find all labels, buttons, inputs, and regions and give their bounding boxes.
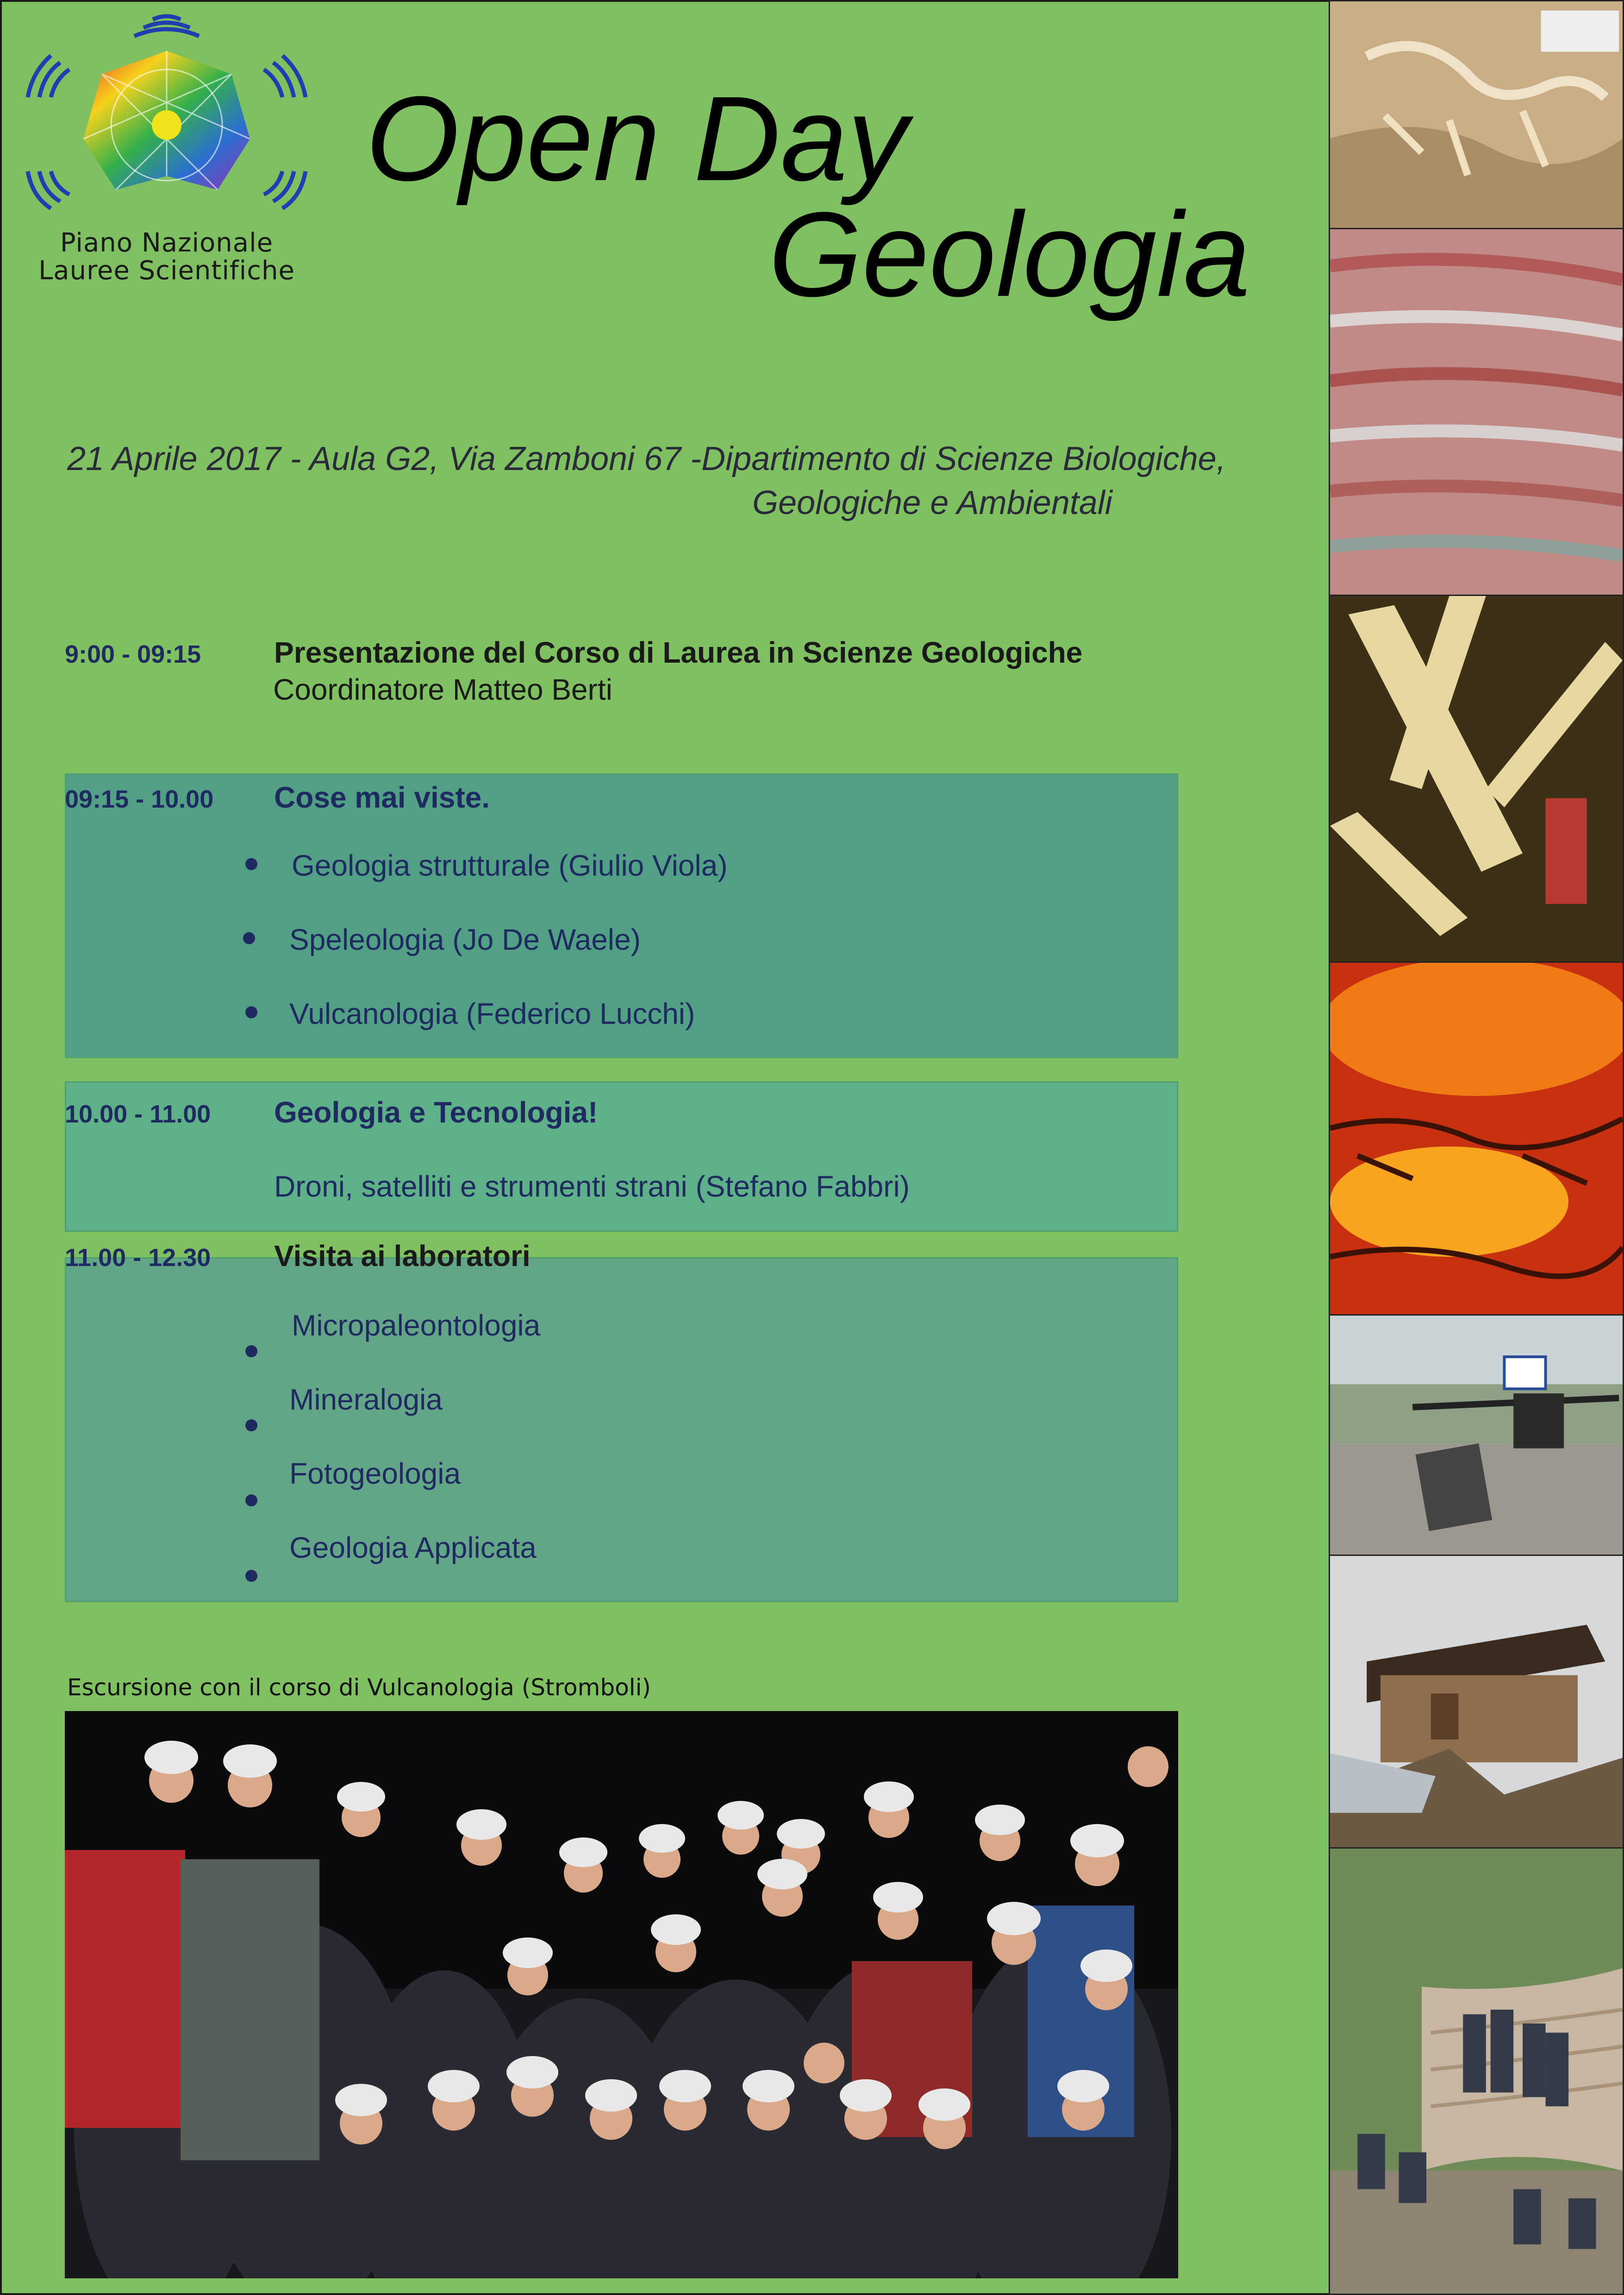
landslide-house-photo xyxy=(1329,1555,1624,1849)
logo-caption xyxy=(19,229,315,285)
event-details-line-1: 21 Aprile 2017 - Aula G2, Via Zamboni 67 -Dipartimento di Scienze Biologiche, xyxy=(67,440,1226,477)
rock-strata-photo xyxy=(1329,228,1624,596)
schedule-title-1: Presentazione del Corso di Laurea in Scienze Geologiche xyxy=(274,636,1083,669)
bullet-icon xyxy=(245,1570,257,1582)
list-item: Mineralogia xyxy=(289,1383,443,1416)
logo-line-2: Lauree Scientifiche xyxy=(38,256,295,286)
schedule-time-1: 9:00 - 09:15 xyxy=(65,640,201,668)
schedule-time-2: 09:15 - 10.00 xyxy=(65,785,214,813)
lava-photo xyxy=(1329,961,1624,1316)
list-item: Vulcanologia (Federico Lucchi) xyxy=(289,997,695,1030)
fieldwork-photo xyxy=(1329,1847,1624,2295)
drone-photo xyxy=(1329,1314,1624,1556)
schedule-title-2: Cose mai viste. xyxy=(274,781,490,814)
fossil-photo xyxy=(1329,0,1624,229)
bullet-icon xyxy=(245,1494,257,1506)
list-item: Fotogeologia xyxy=(289,1457,461,1490)
photo-caption: Escursione con il corso di Vulcanologia (Stromboli) xyxy=(67,1674,651,1701)
title-line-2: Geologia xyxy=(768,188,1250,322)
schedule-title-3: Geologia e Tecnologia! xyxy=(274,1096,598,1129)
logo-line-1: Piano Nazionale xyxy=(60,228,274,258)
schedule-time-4: 11.00 - 12.30 xyxy=(65,1244,211,1272)
bullet-icon xyxy=(243,932,255,944)
crystal-cave-photo xyxy=(1329,595,1624,963)
group-photo xyxy=(65,1711,1178,2278)
event-details-line-2: Geologiche e Ambientali xyxy=(752,484,1112,521)
bullet-icon xyxy=(245,1006,257,1018)
schedule-subtitle-3: Droni, satelliti e strumenti strani (Stefano Fabbri) xyxy=(274,1170,910,1203)
bullet-icon xyxy=(245,1419,257,1431)
schedule-block-3 xyxy=(65,1081,1178,1232)
schedule-subtitle-1: Coordinatore Matteo Berti xyxy=(273,673,612,706)
list-item: Geologia Applicata xyxy=(289,1531,537,1564)
schedule-title-4: Visita ai laboratori xyxy=(274,1239,531,1273)
list-item: Geologia strutturale (Giulio Viola) xyxy=(292,849,728,882)
bullet-icon xyxy=(245,1345,257,1357)
bullet-icon xyxy=(245,858,257,870)
schedule-block-4 xyxy=(65,1257,1178,1602)
list-item: Micropaleontologia xyxy=(292,1309,541,1342)
list-item: Speleologia (Jo De Waele) xyxy=(289,923,641,956)
title-line-1: Open Day xyxy=(366,72,908,206)
schedule-time-3: 10.00 - 11.00 xyxy=(65,1100,211,1128)
